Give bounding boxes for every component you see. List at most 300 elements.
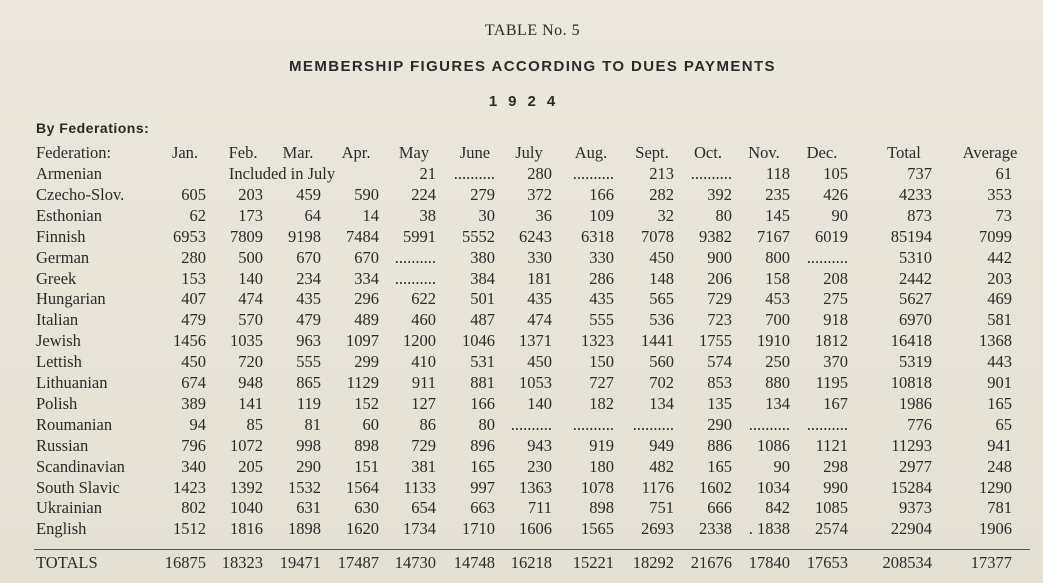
- table-cell: 670: [354, 247, 379, 267]
- table-cell: 1176: [641, 477, 674, 497]
- table-cell: 1200: [403, 331, 436, 351]
- table-cell: 842: [765, 498, 790, 518]
- table-cell: 663: [470, 498, 495, 518]
- table-cell: 275: [823, 289, 848, 309]
- totals-label: TOTALS: [36, 553, 98, 572]
- table-cell: 1564: [346, 477, 379, 497]
- table-cell: 280: [527, 164, 552, 183]
- table-cell: 1812: [815, 331, 848, 351]
- table-cell: 182: [589, 393, 614, 413]
- table-number: TABLE No. 5: [484, 22, 581, 39]
- column-header: Sept.: [635, 143, 669, 162]
- table-cell: 1512: [173, 519, 206, 539]
- table-cell: 1910: [757, 331, 790, 351]
- row-label: Roumanian: [36, 414, 113, 434]
- table-cell: 555: [589, 310, 614, 330]
- table-cell: 565: [649, 289, 674, 309]
- table-cell: 280: [181, 247, 206, 267]
- table-cell: 148: [649, 268, 674, 288]
- table-cell: 2693: [641, 519, 674, 539]
- table-cell: 482: [649, 456, 674, 476]
- table-cell: 340: [181, 456, 206, 476]
- table-cell: 1040: [230, 498, 263, 518]
- table-cell: 796: [181, 435, 206, 455]
- table-cell: 118: [765, 164, 790, 183]
- table-cell: 729: [411, 435, 436, 455]
- table-cell: 998: [296, 435, 321, 455]
- table-cell: 949: [649, 435, 674, 455]
- table-cell: 94: [189, 414, 206, 434]
- row-label: Italian: [36, 310, 79, 330]
- table-cell: 15284: [890, 477, 932, 497]
- table-cell: 1363: [519, 477, 552, 497]
- table-cell: 5991: [403, 226, 436, 246]
- table-cell: 203: [987, 268, 1012, 288]
- table-cell: 865: [296, 373, 321, 392]
- table-cell: 581: [987, 310, 1012, 330]
- table-cell: 6243: [519, 226, 552, 246]
- table-cell: 460: [411, 310, 436, 330]
- table-cell: 911: [411, 373, 436, 392]
- table-cell: 450: [649, 247, 674, 267]
- table-cell: 1734: [403, 519, 436, 539]
- table-cell: 299: [354, 352, 379, 372]
- totals-cell: 18292: [632, 553, 674, 572]
- table-cell: 282: [649, 184, 674, 204]
- table-cell: 5552: [462, 226, 495, 246]
- row-label: Armenian: [36, 164, 102, 183]
- table-cell: 898: [589, 498, 614, 518]
- table-cell: 1602: [699, 477, 732, 497]
- table-cell: 36: [535, 205, 552, 225]
- table-cell: ..........: [394, 247, 436, 267]
- table-cell: ..........: [748, 414, 790, 434]
- table-cell: 1898: [288, 519, 321, 539]
- table-cell: 1053: [519, 373, 552, 392]
- table-cell: 1755: [699, 331, 732, 351]
- table-cell: 6953: [173, 226, 206, 246]
- totals-cell: 17840: [748, 553, 790, 572]
- table-cell: 450: [181, 352, 206, 372]
- row-label: Russian: [36, 435, 89, 455]
- table-cell: 900: [707, 247, 732, 267]
- column-header: Total: [887, 143, 921, 162]
- table-cell: 800: [765, 247, 790, 267]
- table-cell: 372: [527, 184, 552, 204]
- table-cell: 62: [189, 205, 206, 225]
- table-cell: 1606: [519, 519, 552, 539]
- table-cell: 2442: [899, 268, 932, 288]
- table-cell: 224: [411, 184, 436, 204]
- totals-cell: 14730: [394, 553, 436, 572]
- table-cell: 1441: [641, 331, 674, 351]
- table-cell: 711: [527, 498, 552, 518]
- table-cell: ..........: [510, 414, 552, 434]
- column-header: Dec.: [806, 143, 838, 162]
- column-header: June: [459, 143, 491, 162]
- table-cell: 203: [238, 184, 263, 204]
- table-cell: 1620: [346, 519, 379, 539]
- table-cell: 166: [589, 184, 614, 204]
- table-cell: ..........: [572, 164, 614, 183]
- table-cell: 631: [296, 498, 321, 518]
- table-cell: 141: [238, 393, 263, 413]
- table-cell: 181: [527, 268, 552, 288]
- table-cell: ..........: [572, 414, 614, 434]
- table-cell: 145: [765, 205, 790, 225]
- table-cell: 353: [987, 184, 1012, 204]
- totals-cell: 19471: [279, 553, 321, 572]
- column-header: Mar.: [282, 143, 314, 162]
- table-cell: 381: [411, 456, 436, 476]
- table-cell: 61: [995, 164, 1012, 183]
- column-header: May: [398, 143, 430, 162]
- table-cell: ..........: [453, 164, 495, 183]
- table-year: 1924: [488, 93, 567, 110]
- table-cell: 1085: [815, 498, 848, 518]
- table-cell: 1086: [757, 435, 790, 455]
- table-cell: 7099: [979, 226, 1012, 246]
- table-cell: 7167: [757, 226, 790, 246]
- table-cell: 173: [238, 205, 263, 225]
- table-cell: 230: [527, 456, 552, 476]
- table-cell: ..........: [690, 164, 732, 183]
- table-cell: 674: [181, 373, 206, 392]
- table-cell: 605: [181, 184, 206, 204]
- table-cell: 334: [354, 268, 379, 288]
- column-header: Nov.: [748, 143, 780, 162]
- table-cell: 918: [823, 310, 848, 330]
- table-cell: 948: [238, 373, 263, 392]
- column-header: Average: [962, 143, 1018, 162]
- table-cell: 14: [362, 205, 379, 225]
- row-label: Lithuanian: [36, 373, 108, 392]
- table-cell: 90: [773, 456, 790, 476]
- table-cell: 1371: [519, 331, 552, 351]
- table-cell: 2574: [815, 519, 848, 539]
- table-cell: 700: [765, 310, 790, 330]
- table-cell: 630: [354, 498, 379, 518]
- table-cell: 435: [589, 289, 614, 309]
- table-cell: 152: [354, 393, 379, 413]
- table-cell: 560: [649, 352, 674, 372]
- table-cell: 781: [987, 498, 1012, 518]
- table-cell: 180: [589, 456, 614, 476]
- table-cell: 1392: [230, 477, 263, 497]
- totals-cell: 15221: [572, 553, 614, 572]
- table-cell: 248: [987, 456, 1012, 476]
- table-cell: 873: [907, 205, 932, 225]
- table-cell: 380: [470, 247, 495, 267]
- table-cell: 435: [527, 289, 552, 309]
- table-cell: 1034: [757, 477, 790, 497]
- table-cell: 5319: [899, 352, 932, 372]
- row-label: Scandinavian: [36, 456, 125, 476]
- table-cell: 290: [707, 414, 732, 434]
- table-cell: 9373: [899, 498, 932, 518]
- table-cell: 7078: [641, 226, 674, 246]
- table-cell: 73: [995, 205, 1012, 225]
- totals-cell: 21676: [690, 553, 732, 572]
- table-cell: 666: [707, 498, 732, 518]
- table-cell: 536: [649, 310, 674, 330]
- table-cell: 6970: [899, 310, 932, 330]
- table-cell: 22904: [890, 519, 932, 539]
- table-cell: 234: [296, 268, 321, 288]
- table-cell: 407: [181, 289, 206, 309]
- totals-cell: 17377: [970, 553, 1012, 572]
- table-cell: 235: [765, 184, 790, 204]
- table-cell: 943: [527, 435, 552, 455]
- totals-rule: [34, 549, 1030, 550]
- table-cell: 330: [589, 247, 614, 267]
- table-cell: 134: [649, 393, 674, 413]
- table-cell: 2977: [899, 456, 932, 476]
- table-cell: 21: [419, 164, 436, 183]
- table-cell: 1423: [173, 477, 206, 497]
- table-cell: 941: [987, 435, 1012, 455]
- table-cell: ..........: [632, 414, 674, 434]
- table-cell: 165: [987, 393, 1012, 413]
- table-cell: 1129: [346, 373, 379, 392]
- table-cell: 81: [304, 414, 321, 434]
- table-cell: 330: [527, 247, 552, 267]
- column-header: Jan.: [171, 143, 199, 162]
- table-cell: 1121: [815, 435, 848, 455]
- table-cell: 153: [181, 268, 206, 288]
- table-cell: 11293: [891, 435, 932, 455]
- totals-cell: 17653: [806, 553, 848, 572]
- table-cell: 1368: [979, 331, 1012, 351]
- table-cell: 459: [296, 184, 321, 204]
- table-cell: 1565: [581, 519, 614, 539]
- table-cell: 990: [823, 477, 848, 497]
- table-cell: 723: [707, 310, 732, 330]
- table-cell: 622: [411, 289, 436, 309]
- table-cell: 1290: [979, 477, 1012, 497]
- table-cell: 776: [907, 414, 932, 434]
- table-cell: 1532: [288, 477, 321, 497]
- table-cell: ..........: [394, 268, 436, 288]
- table-cell: 500: [238, 247, 263, 267]
- row-label: German: [36, 247, 90, 267]
- column-header-federation: Federation:: [36, 143, 112, 162]
- table-cell: 802: [181, 498, 206, 518]
- table-cell: 16418: [890, 331, 932, 351]
- row-label: Greek: [36, 268, 77, 288]
- table-cell: 279: [470, 184, 495, 204]
- table-cell: 206: [707, 268, 732, 288]
- table-cell: 453: [765, 289, 790, 309]
- table-cell: 1323: [581, 331, 614, 351]
- table-cell: 167: [823, 393, 848, 413]
- row-label: Lettish: [36, 352, 82, 372]
- table-cell: 450: [527, 352, 552, 372]
- table-title: MEMBERSHIP FIGURES ACCORDING TO DUES PAYMENTS: [289, 58, 776, 75]
- table-cell: 119: [296, 393, 321, 413]
- table-cell: 590: [354, 184, 379, 204]
- table-cell: 469: [987, 289, 1012, 309]
- column-header: Aug.: [574, 143, 608, 162]
- table-cell: 670: [296, 247, 321, 267]
- table-cell: ..........: [806, 247, 848, 267]
- row-label: Czecho-Slov.: [36, 184, 125, 204]
- table-cell: 1456: [173, 331, 206, 351]
- table-cell: 1035: [230, 331, 263, 351]
- column-header: Feb.: [228, 143, 258, 162]
- table-cell: 479: [181, 310, 206, 330]
- table-cell: 654: [411, 498, 436, 518]
- table-cell: 963: [296, 331, 321, 351]
- table-cell: 853: [707, 373, 732, 392]
- table-cell: 489: [354, 310, 379, 330]
- table-cell: 65: [995, 414, 1012, 434]
- table-cell: 1195: [815, 373, 848, 392]
- table-cell: 6019: [815, 226, 848, 246]
- table-cell: 166: [470, 393, 495, 413]
- table-cell: 570: [238, 310, 263, 330]
- table-cell: 1046: [462, 331, 495, 351]
- table-cell: 1986: [899, 393, 932, 413]
- table-cell: 919: [589, 435, 614, 455]
- table-cell: 370: [823, 352, 848, 372]
- table-cell: 7809: [230, 226, 263, 246]
- totals-cell: 208534: [882, 553, 932, 572]
- totals-cell: 16875: [164, 553, 206, 572]
- table-cell: 85194: [890, 226, 932, 246]
- table-cell: . 1838: [748, 519, 790, 539]
- table-cell: 410: [411, 352, 436, 372]
- table-cell: 9198: [288, 226, 321, 246]
- table-cell: 32: [657, 205, 674, 225]
- table-cell: 64: [304, 205, 321, 225]
- table-cell: 60: [362, 414, 379, 434]
- table-cell: 205: [238, 456, 263, 476]
- table-cell: 38: [419, 205, 436, 225]
- row-label: Finnish: [36, 226, 86, 246]
- table-cell: 886: [707, 435, 732, 455]
- row-label: Polish: [36, 393, 78, 413]
- table-cell: 702: [649, 373, 674, 392]
- table-cell: 135: [707, 393, 732, 413]
- row-label: Hungarian: [36, 289, 106, 309]
- table-cell: 474: [238, 289, 263, 309]
- table-cell: 901: [987, 373, 1012, 392]
- table-cell: 443: [987, 352, 1012, 372]
- table-cell: 80: [478, 414, 495, 434]
- table-cell: 751: [649, 498, 674, 518]
- totals-cell: 16218: [510, 553, 552, 572]
- section-label: By Federations:: [36, 120, 150, 136]
- table-cell: 389: [181, 393, 206, 413]
- table-cell: 479: [296, 310, 321, 330]
- table-cell: 127: [411, 393, 436, 413]
- table-cell: 290: [296, 456, 321, 476]
- totals-cell: 14748: [453, 553, 495, 572]
- table-cell: 10818: [890, 373, 932, 392]
- table-cell: 109: [589, 205, 614, 225]
- table-cell: 898: [354, 435, 379, 455]
- table-cell: 555: [296, 352, 321, 372]
- table-cell: 435: [296, 289, 321, 309]
- table-cell: 6318: [581, 226, 614, 246]
- row-label: South Slavic: [36, 477, 120, 497]
- table-cell: 501: [470, 289, 495, 309]
- table-cell: 134: [765, 393, 790, 413]
- table-cell: 5310: [899, 247, 932, 267]
- table-cell: 250: [765, 352, 790, 372]
- table-cell: 213: [649, 164, 674, 183]
- table-cell: 2338: [699, 519, 732, 539]
- table-cell: 5627: [899, 289, 932, 309]
- totals-cell: 17487: [337, 553, 379, 572]
- table-cell: 90: [831, 205, 848, 225]
- table-cell: 150: [589, 352, 614, 372]
- table-cell: 896: [470, 435, 495, 455]
- table-cell: 737: [907, 164, 932, 183]
- table-cell: 384: [470, 268, 495, 288]
- table-cell: 426: [823, 184, 848, 204]
- table-cell: 296: [354, 289, 379, 309]
- table-cell: 531: [470, 352, 495, 372]
- table-cell: 80: [715, 205, 732, 225]
- row-label: Esthonian: [36, 205, 102, 225]
- table-cell: 487: [470, 310, 495, 330]
- table-cell: 165: [470, 456, 495, 476]
- table-cell: 4233: [899, 184, 932, 204]
- table-cell: 881: [470, 373, 495, 392]
- table-cell: 86: [419, 414, 436, 434]
- totals-cell: 18323: [221, 553, 263, 572]
- table-cell: 720: [238, 352, 263, 372]
- table-cell: 574: [707, 352, 732, 372]
- table-cell: 1097: [346, 331, 379, 351]
- table-cell: 727: [589, 373, 614, 392]
- table-cell: 1906: [979, 519, 1012, 539]
- table-cell: ..........: [806, 414, 848, 434]
- column-header: Oct.: [694, 143, 722, 162]
- table-cell: 1078: [581, 477, 614, 497]
- table-cell: 30: [478, 205, 495, 225]
- table-cell: 392: [707, 184, 732, 204]
- table-cell: 165: [707, 456, 732, 476]
- table-cell: 140: [527, 393, 552, 413]
- armenian-note: Included in July: [228, 164, 336, 183]
- row-label: English: [36, 519, 87, 539]
- column-header: July: [515, 143, 543, 162]
- row-label: Ukrainian: [36, 498, 102, 518]
- table-cell: 1816: [230, 519, 263, 539]
- table-cell: 1072: [230, 435, 263, 455]
- row-label: Jewish: [36, 331, 81, 351]
- table-cell: 729: [707, 289, 732, 309]
- table-cell: 140: [238, 268, 263, 288]
- table-cell: 880: [765, 373, 790, 392]
- table-cell: 997: [470, 477, 495, 497]
- table-cell: 7484: [346, 226, 379, 246]
- table-cell: 474: [527, 310, 552, 330]
- table-cell: 151: [354, 456, 379, 476]
- table-cell: 9382: [699, 226, 732, 246]
- table-cell: 208: [823, 268, 848, 288]
- table-cell: 1133: [403, 477, 436, 497]
- table-cell: 158: [765, 268, 790, 288]
- table-cell: 105: [823, 164, 848, 183]
- table-cell: 85: [246, 414, 263, 434]
- table-cell: 442: [987, 247, 1012, 267]
- column-header: Apr.: [341, 143, 371, 162]
- table-cell: 1710: [462, 519, 495, 539]
